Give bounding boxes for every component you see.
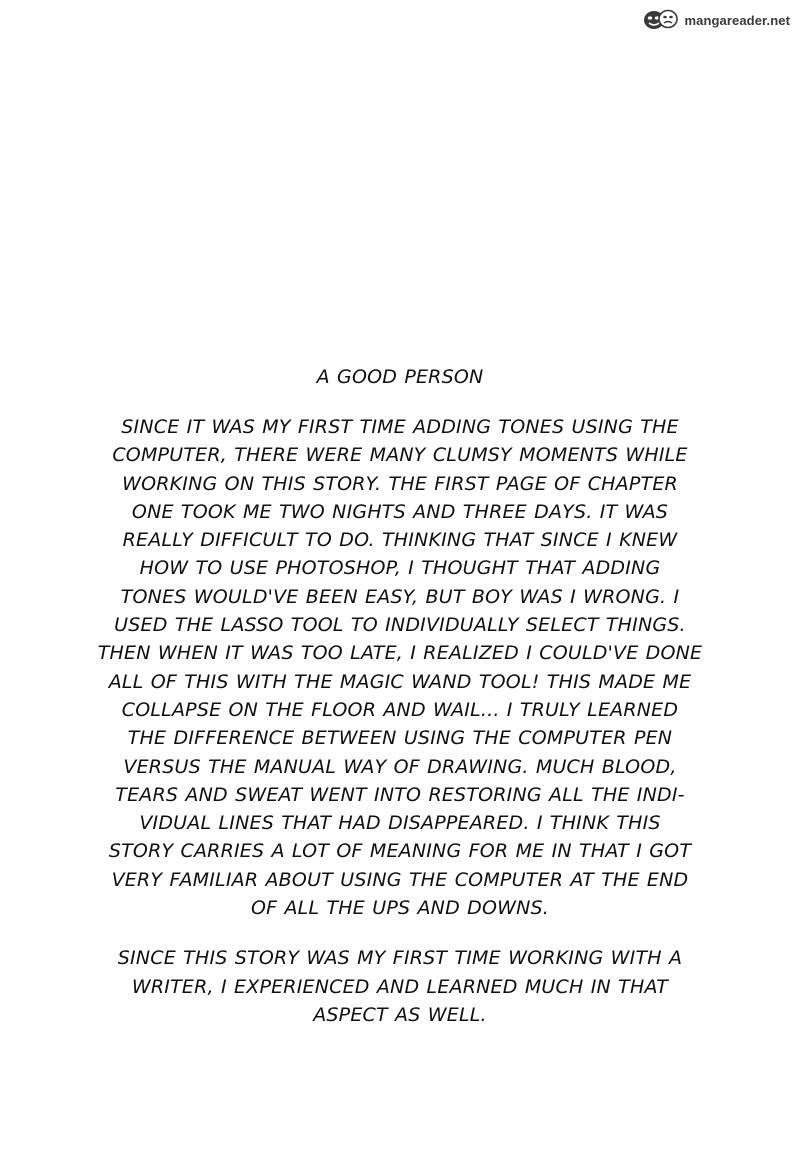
afterword-title: A GOOD PERSON xyxy=(316,366,484,388)
afterword-text xyxy=(95,363,705,1051)
text-line: THEN WHEN IT WAS TOO LATE, I REALIZED I COULD'VE DONE xyxy=(97,642,703,665)
text-line: TEARS AND SWEAT WENT INTO RESTORING ALL THE INDI- xyxy=(115,783,685,806)
watermark-site-name: mangareader.net xyxy=(684,12,790,28)
text-line: COMPUTER, THERE WERE MANY CLUMSY MOMENTS WHILE xyxy=(112,444,688,467)
text-line: VERSUS THE MANUAL WAY OF DRAWING. MUCH BLOOD, xyxy=(123,755,677,778)
text-line: STORY CARRIES A LOT OF MEANING FOR ME IN THAT I GOT xyxy=(108,840,692,863)
text-line: COLLAPSE ON THE FLOOR AND WAIL... I TRULY LEARNED xyxy=(121,698,679,721)
masks-logo-icon xyxy=(642,8,680,32)
text-line: ALL OF THIS WITH THE MAGIC WAND TOOL! THIS MADE ME xyxy=(108,670,692,693)
text-line: USED THE LASSO TOOL TO INDIVIDUALLY SELECT THINGS. xyxy=(114,614,686,637)
text-line: ASPECT AS WELL. xyxy=(313,1003,487,1026)
text-line: SINCE THIS STORY WAS MY FIRST TIME WORKING WITH A xyxy=(117,947,683,970)
text-line: OF ALL THE UPS AND DOWNS. xyxy=(250,897,550,920)
text-line: HOW TO USE PHOTOSHOP, I THOUGHT THAT ADDING xyxy=(139,557,661,580)
afterword-paragraph-2 xyxy=(95,944,705,1029)
text-line: WORKING ON THIS STORY. THE FIRST PAGE OF CHAPTER xyxy=(122,472,678,495)
text-line: VERY FAMILIAR ABOUT USING THE COMPUTER AT THE END xyxy=(111,868,689,891)
text-line: VIDUAL LINES THAT HAD DISAPPEARED. I THINK THIS xyxy=(139,812,661,835)
text-line: SINCE IT WAS MY FIRST TIME ADDING TONES USING THE xyxy=(121,416,679,438)
text-line: ONE TOOK ME TWO NIGHTS AND THREE DAYS. IT WAS xyxy=(131,500,669,523)
text-line: WRITER, I EXPERIENCED AND LEARNED MUCH IN THAT xyxy=(131,975,669,998)
site-watermark xyxy=(642,8,790,32)
text-line: TONES WOULD'VE BEEN EASY, BUT BOY WAS I WRONG. I xyxy=(120,585,680,608)
text-line: REALLY DIFFICULT TO DO. THINKING THAT SINCE I KNEW xyxy=(122,529,678,552)
text-line: THE DIFFERENCE BETWEEN USING THE COMPUTER PEN xyxy=(127,727,673,750)
afterword-paragraph-1 xyxy=(95,413,705,922)
